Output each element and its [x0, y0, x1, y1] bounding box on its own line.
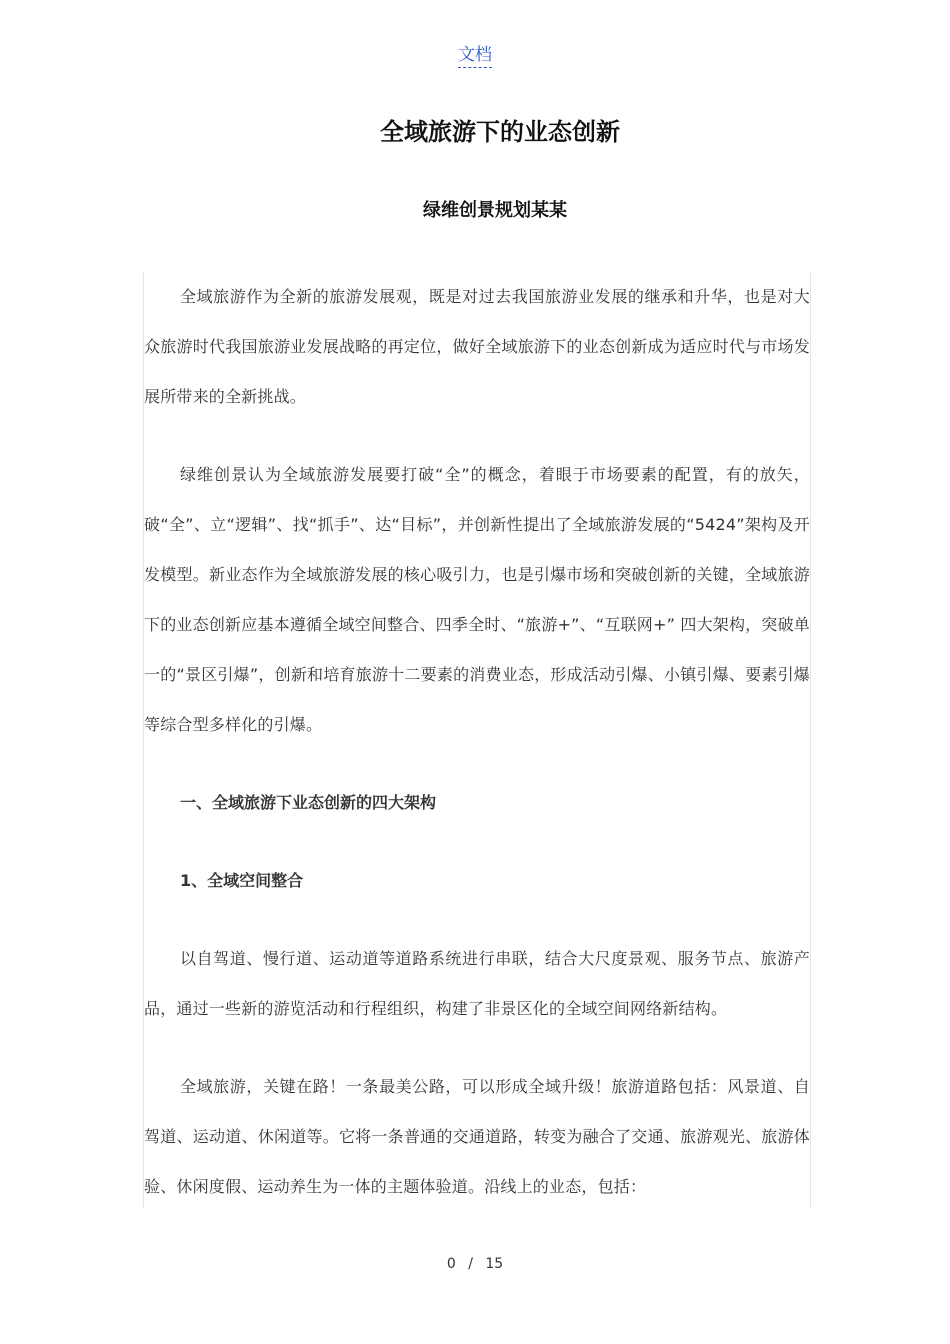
paragraph-gap — [144, 828, 810, 856]
current-page-number: 0 — [446, 1256, 456, 1272]
paragraph-gap — [144, 422, 810, 450]
document-subtitle: 绿维创景规划某某 — [423, 200, 567, 221]
section-heading: 一、全域旅游下业态创新的四大架构 — [180, 793, 437, 812]
header-document-link[interactable] — [0, 40, 950, 65]
sub-heading: 1、全域空间整合 — [180, 871, 304, 890]
section-paragraph-2: 全域旅游，关键在路！一条最美公路，可以形成全域升级！旅游道路包括：风景道、自驾道、运动道、休闲道等。它将一条普通的交通道路，转变为融合了交通、旅游观光、旅游体验、休闲度假、运动养生为一体的主题体验道。沿线上的业态，包括： — [144, 1077, 810, 1196]
page-separator: / — [468, 1256, 473, 1272]
intro-paragraph-2: 绿维创景认为全域旅游发展要打破“全”的概念，着眼于市场要素的配置，有的放矢，破“全”、立“逻辑”、找“抓手”、达“目标”，并创新性提出了全域旅游发展的“5424”架构及开发模型。新业态作为全域旅游发展的核心吸引力，也是引爆市场和突破创新的关键，全域旅游下的业态创新应基本遵循全域空间整合、四季全时、“旅游+”、“互联网+” 四大架构，突破单一的“景区引爆”，创新和培育旅游十二要素的消费业态，形成活动引爆、小镇引爆、要素引爆等综合型多样化的引爆。 — [144, 465, 810, 734]
paragraph-gap — [144, 1034, 810, 1062]
intro-paragraph-1: 全域旅游作为全新的旅游发展观，既是对过去我国旅游业发展的继承和升华，也是对大众旅游时代我国旅游业发展战略的再定位，做好全域旅游下的业态创新成为适应时代与市场发展所带来的全新挑战。 — [144, 287, 810, 406]
document-title: 全域旅游下的业态创新 — [380, 118, 620, 146]
page-counter — [0, 1256, 950, 1272]
paragraph-gap — [144, 750, 810, 778]
paragraph-gap — [144, 906, 810, 934]
document-body — [143, 272, 811, 1208]
section-paragraph-1: 以自驾道、慢行道、运动道等道路系统进行串联，结合大尺度景观、服务节点、旅游产品，通过一些新的游览活动和行程组织，构建了非景区化的全域空间网络新结构。 — [144, 949, 810, 1018]
header-link-text[interactable]: 文档 — [458, 45, 492, 68]
total-pages-number: 15 — [485, 1256, 504, 1272]
